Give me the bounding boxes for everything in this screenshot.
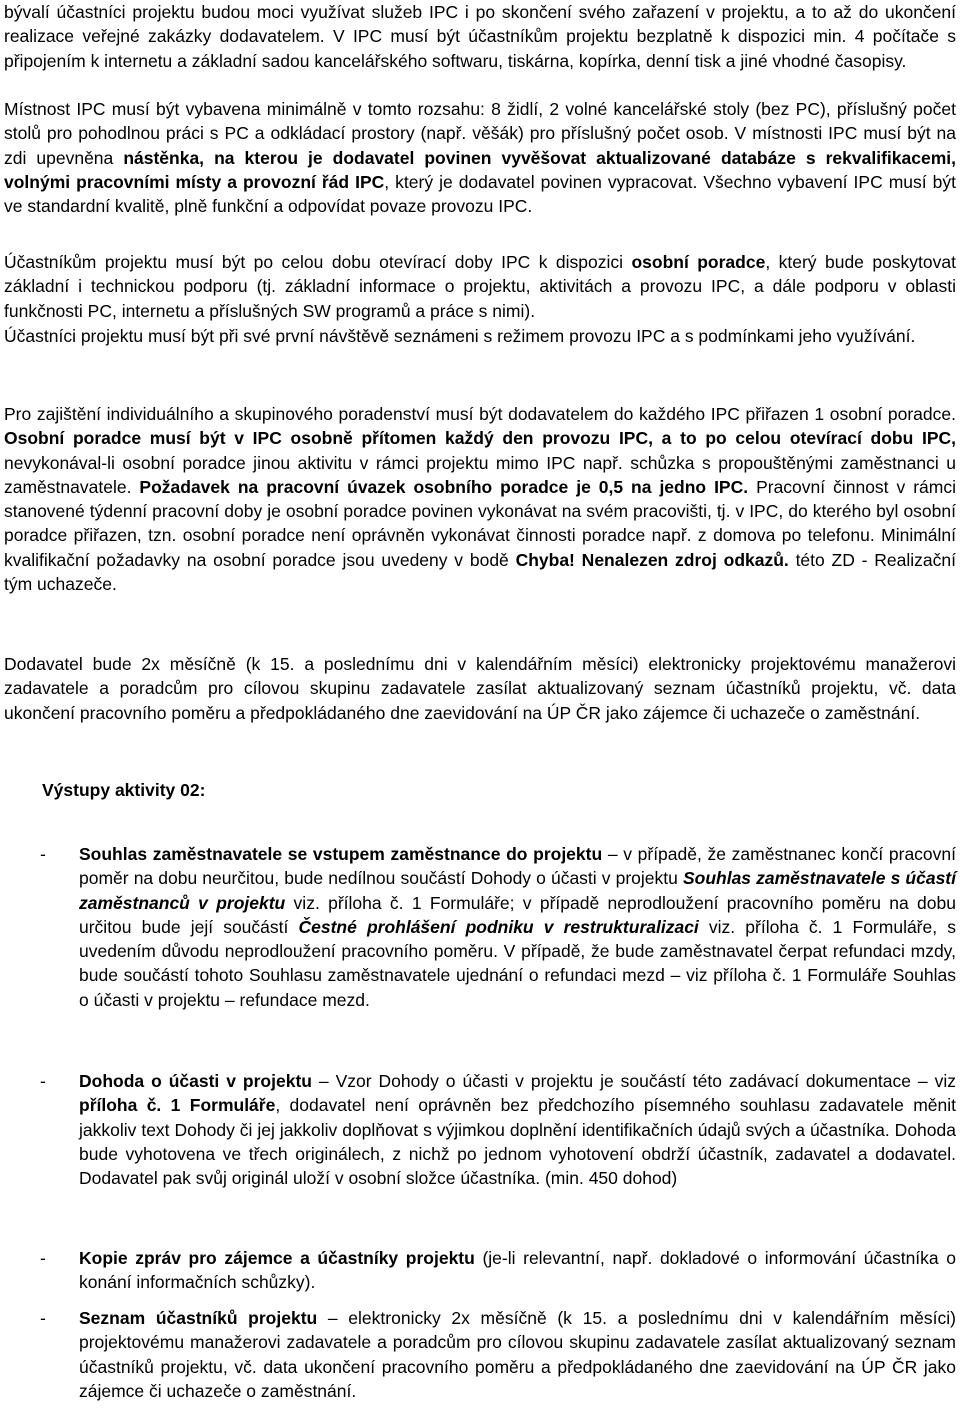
text-run: viz. příloha č. 1 Formuláře; v případě neprodloužení pracovního poměru na dobu určitou bude její součástí <box>79 892 956 937</box>
bold-run: Kopie zpráv pro zájemce a účastníky projektu <box>79 1248 475 1268</box>
paragraph-advisor-requirements <box>4 402 956 596</box>
bold-italic-run: Čestné prohlášení podniku v restrukturalizaci <box>298 916 699 937</box>
text-run: , dodavatel není oprávněn bez předchozího písemného souhlasu zadavatele měnit jakkoliv text Dohody či jej jakkoliv doplňovat s výjimkou doplnění identifikačních údajů svých a účastníka. Dohoda bude vyhotovena ve třech originálech, z nichž po jednom vyhotovení obdrží účastník, zadavatel a dodavatel. Dodavatel pak svůj originál uloží v osobní složce účastníka. (min. 450 dohod) <box>79 1095 956 1189</box>
bold-run: Seznam účastníků projektu <box>79 1308 318 1328</box>
bold-run: Souhlas zaměstnavatele se vstupem zaměstnance do projektu <box>79 844 603 864</box>
list-item-text <box>79 1069 956 1190</box>
text-run: Pro zajištění individuálního a skupinového poradenství musí být dodavatelem do každého IPC přiřazen 1 osobní poradce. <box>4 404 956 424</box>
text-run: – v případě, že zaměstnanec končí pracovní poměr na dobu neurčitou, bude nedílnou součástí Dohody o účasti v projektu <box>79 844 956 889</box>
bold-run: nástěnka, na kterou je dodavatel povinen vyvěšovat aktualizované databáze s rekvalifikacemi, volnými pracovními místy a provozní řád IPC <box>4 147 956 192</box>
bold-run: Dohoda o účasti v projektu <box>79 1071 312 1091</box>
paragraph-ipc-access <box>4 0 956 73</box>
text-run: Účastníci projektu musí být při své první návštěvě seznámeni s režimem provozu IPC a s podmínkami jeho využívání. <box>4 326 916 346</box>
bullet-dash: - <box>40 1308 46 1328</box>
text-run: Místnost IPC musí být vybavena minimálně v tomto rozsahu: 8 židlí, 2 volné kancelářské stoly (bez PC), příslušný počet stolů pro pohodlnou práci s PC a odkládací prostory (např. věšák) pro příslušný počet osob. V místnosti IPC musí být na zdi upevněna <box>4 99 956 168</box>
text-run: , který bude poskytovat základní i technickou podporu (tj. základní informace o projektu, aktivitách a provozu IPC, a dále podporu v oblasti funkčnosti PC, internetu a příslušných SW programů a práce s nimi). <box>4 252 956 321</box>
list-item-text <box>79 842 956 1012</box>
bullet-dash: - <box>40 844 46 864</box>
list-item-text <box>79 1246 956 1295</box>
text-run: , který je dodavatel povinen vypracovat. Všechno vybavení IPC musí být ve standardní kvalitě, plně funkční a odpovídat povaze provozu IPC. <box>4 171 956 217</box>
bold-run: příloha č. 1 Formuláře <box>79 1095 276 1116</box>
paragraph-personal-advisor <box>4 250 956 323</box>
paragraph-participant-list <box>4 652 956 725</box>
text-run: (je-li relevantní, např. dokladové o informování účastníka o konání informačních schůzky). <box>79 1248 956 1293</box>
text-run: Pracovní činnost v rámci stanovené týdenní pracovní doby je osobní poradce povinen vykonávat na svém pracovišti, tj. v IPC, do kterého byl osobní poradce přiřazen, tzn. osobní poradce není oprávněn vykonávat činnosti poradce např. z domova po telefonu. Minimální kvalifikační požadavky na osobní poradce jsou uvedeny v bodě <box>4 476 957 570</box>
bullet-dash: - <box>40 1071 46 1091</box>
bold-run: osobní poradce <box>631 252 766 272</box>
text-run: nevykonával-li osobní poradce jinou aktivitu v rámci projektu mimo IPC např. schůzka s propouštěnými zaměstnanci u zaměstnavatele. <box>4 452 956 497</box>
bold-run: Osobní poradce musí být v IPC osobně přítomen každý den provozu IPC, a to po celou otevírací dobu IPC, <box>4 428 956 449</box>
paragraph-ipc-equipment <box>4 97 956 218</box>
paragraph-first-visit <box>4 324 956 348</box>
text-run: – elektronicky 2x měsíčně (k 15. a poslednímu dni v kalendářním měsíci) projektovému manažerovi zadavatele a poradcům pro cílovou skupinu zadavatele zasílat aktualizovaný seznam účastníků projektu, vč. data ukončení pracovního poměru a předpokládaného dne zaevidování na ÚP ČR jako zájemce či uchazeče o zaměstnání. <box>79 1308 956 1401</box>
text-run: Účastníkům projektu musí být po celou dobu otevírací doby IPC k dispozici <box>4 252 632 272</box>
section-heading: Výstupy aktivity 02: <box>42 780 206 800</box>
bullet-dash: - <box>40 1248 46 1268</box>
text-run: viz. příloha č. 1 Formuláře, s uvedením důvodu neprodloužení pracovního poměru. V případě, že bude zaměstnavatel čerpat refundaci mzdy, bude součástí tohoto Souhlasu zaměstnavatele ujednání o refundaci mezd – viz příloha č. 1 Formuláře Souhlas o účasti v projektu – refundace mezd. <box>79 916 956 1010</box>
bold-italic-run: Souhlas zaměstnavatele s účastí zaměstnanců v projektu <box>79 868 956 913</box>
text-run: této ZD - Realizační tým uchazeče. <box>4 549 956 595</box>
error-reference: Chyba! Nenalezen zdroj odkazů. <box>515 549 789 570</box>
text-run: bývalí účastníci projektu budou moci využívat služeb IPC i po skončení svého zařazení v projektu, a to až do ukončení realizace veřejné zakázky dodavatelem. V IPC musí být účastníkům projektu bezplatně k dispozici min. 4 počítače s připojením k internetu a základní sadou kancelářského softwaru, tiskárna, kopírka, denní tisk a jiné vhodné časopisy. <box>4 2 956 71</box>
text-run: Dodavatel bude 2x měsíčně (k 15. a poslednímu dni v kalendářním měsíci) elektronicky projektovému manažerovi zadavatele a poradcům pro cílovou skupinu zadavatele zasílat aktualizovaný seznam účastníků projektu, vč. data ukončení pracovního poměru a předpokládaného dne zaevidování na ÚP ČR jako zájemce či uchazeče o zaměstnání. <box>4 654 956 723</box>
text-run: – Vzor Dohody o účasti v projektu je součástí této zadávací dokumentace – viz <box>311 1071 956 1091</box>
list-item-text <box>79 1306 956 1403</box>
bold-run: Požadavek na pracovní úvazek osobního poradce je 0,5 na jedno IPC. <box>139 476 749 497</box>
